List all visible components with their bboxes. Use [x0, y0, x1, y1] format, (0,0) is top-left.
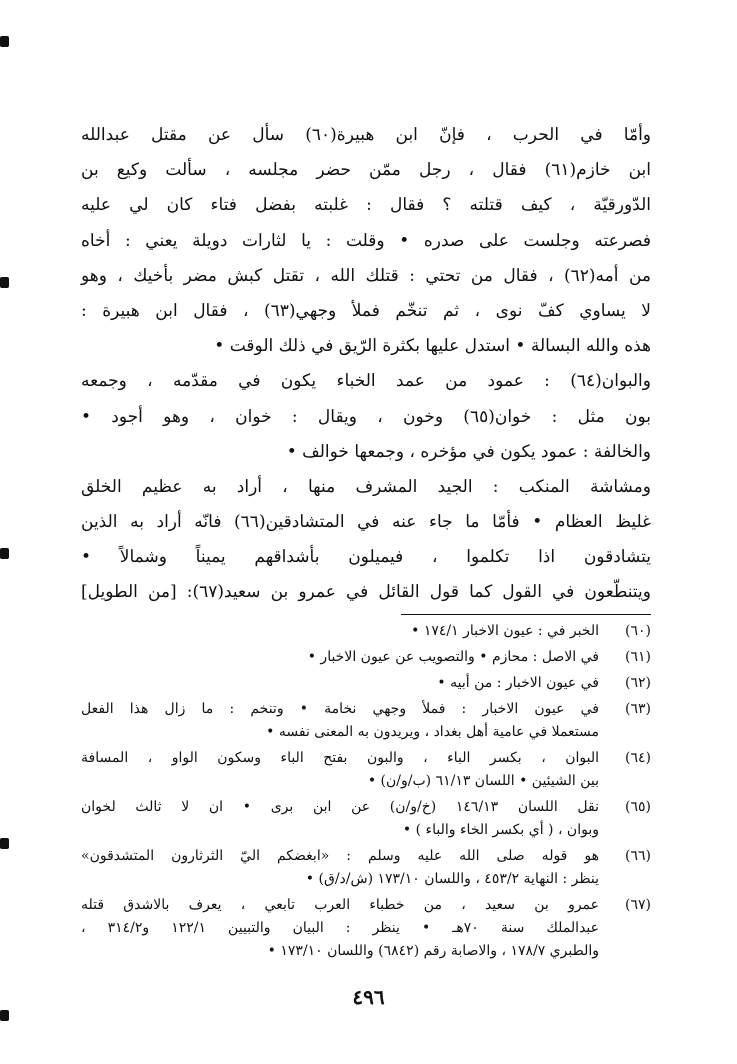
footnote-text: والطبري ١٧٨/٧ ، والاصابة رقم (٦٨٤٢) واللسان ١٧٣/١٠ • [267, 943, 599, 959]
page-number: ٤٩٦ [352, 985, 385, 1009]
text-line: والخالفة : عمود يكون في مؤخره ، وجمعها خوالف • [286, 441, 651, 462]
footnote [81, 796, 651, 842]
text-line: من أمه(٦٢) ، فقال من تحتي : قتلك الله ، تقتل كبش مضر بأخيك ، وهو [81, 265, 651, 286]
footnote [81, 845, 651, 891]
footnote-number: (٦٠) [625, 623, 651, 639]
text-line: وأمّا في الحرب ، فإنّ ابن هبيرة(٦٠) سأل عن مقتل عبدالله [81, 125, 651, 145]
scan-edge-mark [0, 277, 9, 288]
footnote-text: في عيون الاخبار : فملأ وجهي نخامة • وتنخم : ما زال هذا الفعل [81, 701, 599, 717]
footnote [81, 646, 651, 669]
scan-edge-mark [0, 838, 9, 849]
text-line: الدّورقيّة ، كيف قتلته ؟ فقال : غلبته بفضل فتاء كان لي عليه [81, 195, 651, 216]
footnote-text: بين الشيئين • اللسان ٦١/١٣ (ب/و/ن) • [367, 773, 599, 789]
footnote-number: (٦٤) [625, 750, 651, 766]
footnote-text: نقل اللسان ١٤٦/١٣ (خ/و/ن) عن ابن برى • ان لا ثالث لخوان [81, 799, 599, 815]
footnote-number: (٦٢) [625, 675, 651, 691]
footnote-text: في عيون الاخبار : من أبيه • [437, 675, 599, 691]
text-line: يتشادقون اذا تكلموا ، فيميلون بأشداقهم يميناً وشمالاً • [81, 547, 651, 568]
footnote-text: هو قوله صلى الله عليه وسلم : «ابغضكم اليّ الثرثارون المتشدقون» [81, 848, 599, 864]
text-line: ويتنطّعون في القول كما قول القائل في عمرو بن سعيد(٦٧): [من الطويل] [81, 582, 651, 603]
footnote-text: مستعملا في عامية أهل بغداد ، ويريدون به المعنى نفسه • [266, 724, 599, 740]
footnote-number: (٦٣) [625, 701, 651, 717]
footnote-number: (٦٥) [625, 799, 651, 815]
footnote [81, 747, 651, 793]
footnote [81, 698, 651, 744]
text-line: ومشاشة المنكب : الجيد المشرف منها ، أراد به عظيم الخلق [81, 476, 651, 497]
footnote-text: وبوان ، ( أي بكسر الخاء والباء ) • [402, 822, 599, 838]
footnote-text: عمرو بن سعيد ، من خطباء العرب تابعي ، يعرف بالاشدق قتله [81, 897, 599, 913]
footnote-text: عبدالملك سنة ٧٠هـ • ينظر : البيان والتبيين ١٢٢/١ و٣١٤/٢ ، [81, 920, 599, 936]
text-line: غليظ العظام • فأمّا ما جاء عنه في المتشادقين(٦٦) فانّه أراد به الذين [81, 512, 651, 533]
footnote-number: (٦٧) [625, 897, 651, 913]
footnote [81, 672, 651, 695]
footnote-text: البوان ، بكسر الباء ، والبون بفتح الباء وسكون الواو ، المسافة [81, 750, 599, 766]
footnote-separator [401, 614, 651, 615]
footnote-text: الخبر في : عيون الاخبار ١٧٤/١ • [411, 623, 599, 639]
text-line: والبوان(٦٤) : عمود من عمد الخباء يكون في مقدّمه ، وجمعه [81, 371, 651, 392]
scan-edge-mark [0, 36, 9, 47]
main-text [81, 118, 651, 611]
text-line: فصرعته وجلست على صدره • وقلت : يا لثارات دويلة يعني : أخاه [81, 230, 651, 251]
footnote-number: (٦١) [625, 649, 651, 665]
text-line: لا يساوي كفّ نوى ، ثم تنخّم فملأ وجهي(٦٣) ، فقال ابن هبيرة : [81, 300, 651, 321]
footnote-text: في الاصل : محازم • والتصويب عن عيون الاخبار • [307, 649, 599, 665]
footnotes [81, 620, 651, 966]
scan-edge-mark [0, 1010, 9, 1021]
text-line: بون مثل : خوان(٦٥) وخون ، ويقال : خوان ، وهو أجود • [81, 406, 651, 427]
footnote [81, 894, 651, 963]
scan-edge-mark [0, 548, 9, 559]
footnote [81, 620, 651, 643]
text-line: ابن خازم(٦١) فقال ، رجل ممّن حضر مجلسه ، سألت وكيع بن [81, 160, 651, 181]
text-line: هذه والله البسالة • استدل عليها بكثرة الرّيق في ذلك الوقت • [214, 336, 651, 357]
footnote-number: (٦٦) [625, 848, 651, 864]
footnote-text: ينظر : النهاية ٤٥٣/٢ ، واللسان ١٧٣/١٠ (ش/د/ق) • [305, 871, 599, 887]
